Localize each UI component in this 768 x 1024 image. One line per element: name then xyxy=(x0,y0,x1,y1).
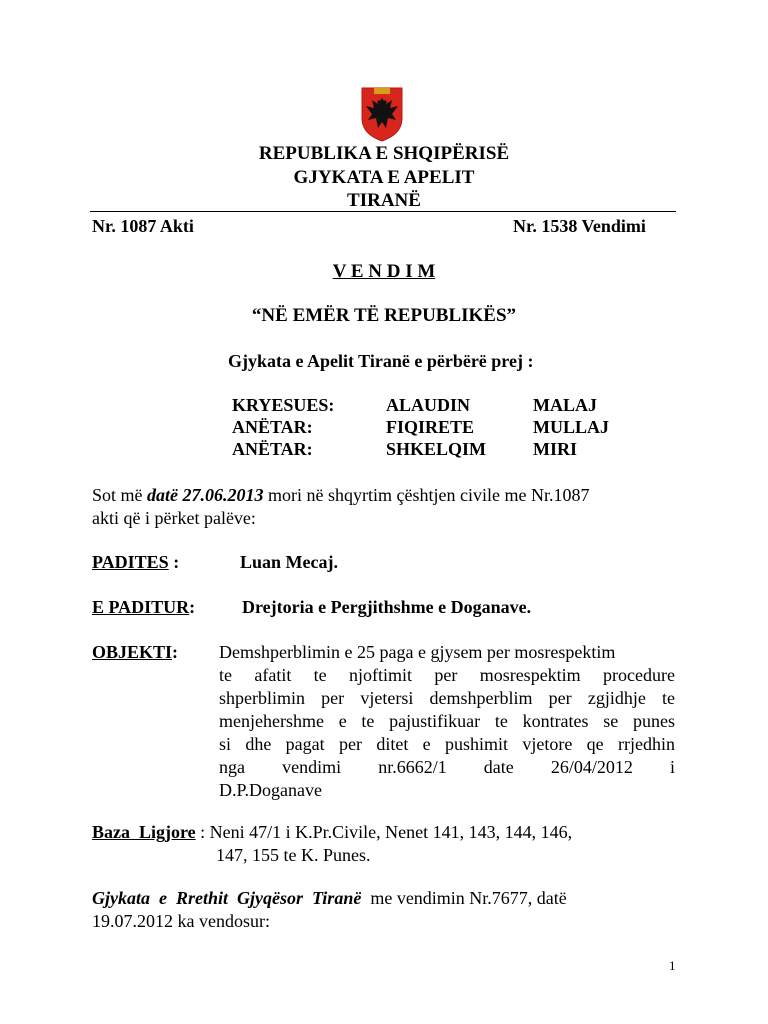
city-heading: TIRANË xyxy=(347,190,421,211)
court-heading: GJYKATA E APELIT xyxy=(293,167,475,188)
defendant-separator: : xyxy=(189,597,196,617)
session-text: mori në shqyrtim çështjen civile me Nr.1087 xyxy=(263,485,590,505)
lower-court-line2: 19.07.2012 ka vendosur: xyxy=(92,911,270,931)
lower-court-text: me vendimin Nr.7677, datë xyxy=(361,888,567,908)
legal-basis-line2: 147, 155 te K. Punes. xyxy=(216,845,371,865)
plaintiff-name: Luan Mecaj. xyxy=(240,552,338,572)
plaintiff-label-wrap xyxy=(92,551,179,574)
panel-last-name: MALAJ xyxy=(533,395,597,415)
legal-basis-line1 xyxy=(92,821,572,844)
object-separator: : xyxy=(172,642,179,662)
object-line: nga vendimi nr.6662/1 date 26/04/2012 i xyxy=(219,757,675,777)
object-text xyxy=(219,641,675,802)
panel-role: KRYESUES: xyxy=(232,395,335,415)
case-number: Nr. 1087 Akti xyxy=(92,216,194,236)
decision-title: V E N D I M xyxy=(332,261,436,282)
session-paragraph xyxy=(92,484,682,507)
panel-first-name: FIQIRETE xyxy=(386,417,475,437)
header-divider xyxy=(90,211,676,212)
defendant-label: E PADITUR xyxy=(92,597,190,617)
lower-court-line1 xyxy=(92,887,567,910)
lower-court-name: Gjykata e Rrethit Gjyqësor Tiranë xyxy=(92,888,362,908)
object-line: si dhe pagat per ditet e pushimit vjetore qe rrjedhin xyxy=(219,734,675,754)
panel-role: ANËTAR: xyxy=(232,439,313,459)
decision-number: Nr. 1538 Vendimi xyxy=(513,216,646,236)
defendant-label-wrap xyxy=(92,596,195,619)
object-line: Demshperblimin e 25 paga e gjysem per mosrespektim xyxy=(219,642,616,662)
plaintiff-separator: : xyxy=(168,552,180,572)
panel-role: ANËTAR: xyxy=(232,417,313,437)
plaintiff-label: PADITES xyxy=(92,552,169,572)
legal-basis-label: Baza Ligjore xyxy=(92,822,196,842)
coat-of-arms-emblem xyxy=(360,86,404,142)
composition-intro: Gjykata e Apelit Tiranë e përbërë prej : xyxy=(228,351,534,371)
panel-last-name: MULLAJ xyxy=(533,417,609,437)
decision-subtitle: “NË EMËR TË REPUBLIKËS” xyxy=(251,305,517,326)
panel-first-name: ALAUDIN xyxy=(386,395,471,415)
session-date: datë 27.06.2013 xyxy=(147,485,264,505)
object-line: te afatit te njoftimit per mosrespektim procedure xyxy=(219,665,675,685)
page-number: 1 xyxy=(669,958,676,973)
panel-first-name: SHKELQIM xyxy=(386,439,487,459)
panel-last-name: MIRI xyxy=(533,439,577,459)
defendant-name: Drejtoria e Pergjithshme e Doganave. xyxy=(242,597,532,617)
legal-basis-text: : Neni 47/1 i K.Pr.Civile, Nenet 141, 143, 144, 146, xyxy=(195,822,573,842)
object-line: shperblimin per vjetersi demshperblim per zgjidhje te xyxy=(219,688,675,708)
object-label: OBJEKTI xyxy=(92,642,173,662)
object-label-wrap xyxy=(92,641,178,664)
session-text: Sot më xyxy=(92,485,148,505)
object-line: D.P.Doganave xyxy=(219,780,322,800)
session-text-line2: akti që i përket palëve: xyxy=(92,508,256,528)
republic-heading: REPUBLIKA E SHQIPËRISË xyxy=(258,143,510,164)
object-line: menjehershme e te pajustifikuar te kontrates se punes xyxy=(219,711,675,731)
